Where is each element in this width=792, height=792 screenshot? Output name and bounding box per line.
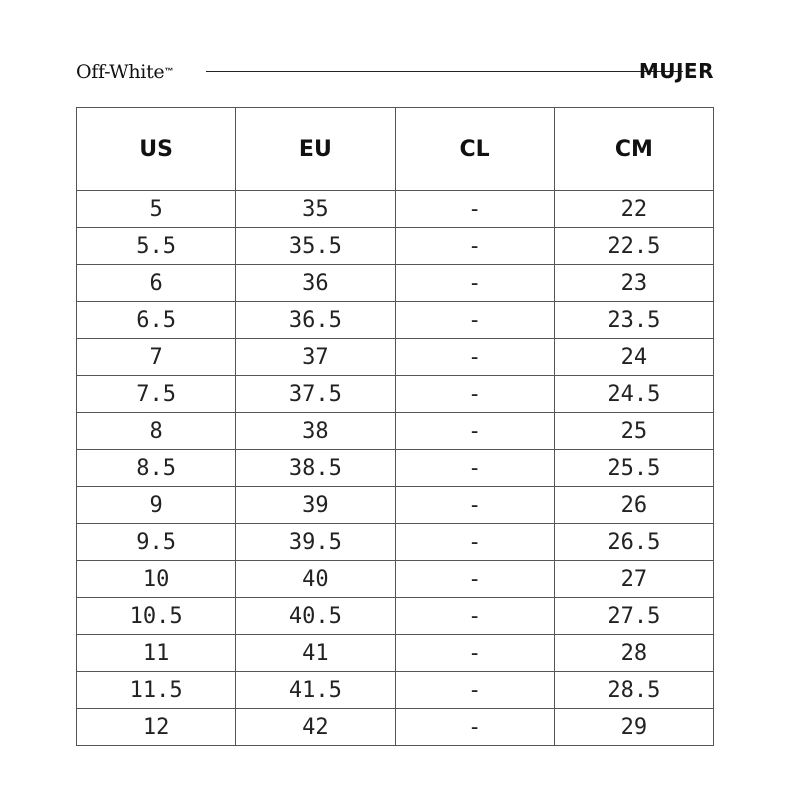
cell-us: 12 <box>77 709 236 746</box>
cell-eu: 37.5 <box>236 376 395 413</box>
cell-cl: - <box>395 561 554 598</box>
cell-eu: 36.5 <box>236 302 395 339</box>
cell-cl: - <box>395 635 554 672</box>
cell-us: 9.5 <box>77 524 236 561</box>
cell-eu: 41 <box>236 635 395 672</box>
cell-eu: 42 <box>236 709 395 746</box>
cell-cm: 22 <box>554 191 713 228</box>
size-chart-table <box>76 107 714 746</box>
cell-eu: 36 <box>236 265 395 302</box>
cell-cl: - <box>395 228 554 265</box>
cell-cl: - <box>395 339 554 376</box>
header <box>76 56 714 88</box>
brand-name: Off-White <box>76 61 165 83</box>
column-header-cm: CM <box>554 108 713 191</box>
table-row <box>77 635 714 672</box>
cell-us: 6.5 <box>77 302 236 339</box>
cell-cm: 23 <box>554 265 713 302</box>
cell-eu: 41.5 <box>236 672 395 709</box>
cell-cm: 29 <box>554 709 713 746</box>
cell-us: 7.5 <box>77 376 236 413</box>
cell-cl: - <box>395 413 554 450</box>
table-row <box>77 228 714 265</box>
table-row <box>77 265 714 302</box>
table-body <box>77 191 714 746</box>
cell-us: 8 <box>77 413 236 450</box>
cell-us: 11 <box>77 635 236 672</box>
trademark-mark: ™ <box>164 66 174 76</box>
cell-us: 7 <box>77 339 236 376</box>
cell-cl: - <box>395 524 554 561</box>
cell-cm: 25.5 <box>554 450 713 487</box>
cell-eu: 39.5 <box>236 524 395 561</box>
cell-cl: - <box>395 376 554 413</box>
table-row <box>77 598 714 635</box>
cell-cm: 27.5 <box>554 598 713 635</box>
cell-cm: 24.5 <box>554 376 713 413</box>
table-row <box>77 450 714 487</box>
column-header-eu: EU <box>236 108 395 191</box>
cell-cm: 27 <box>554 561 713 598</box>
cell-cl: - <box>395 487 554 524</box>
cell-cl: - <box>395 302 554 339</box>
brand-logo <box>76 58 173 86</box>
table-row <box>77 709 714 746</box>
cell-us: 5 <box>77 191 236 228</box>
cell-eu: 37 <box>236 339 395 376</box>
cell-us: 6 <box>77 265 236 302</box>
table-row <box>77 376 714 413</box>
cell-eu: 38 <box>236 413 395 450</box>
table-row <box>77 487 714 524</box>
cell-eu: 35.5 <box>236 228 395 265</box>
header-divider <box>206 71 683 72</box>
cell-eu: 39 <box>236 487 395 524</box>
section-title: MUJER <box>638 59 714 83</box>
cell-us: 9 <box>77 487 236 524</box>
cell-cl: - <box>395 191 554 228</box>
table-header-row <box>77 108 714 191</box>
cell-eu: 38.5 <box>236 450 395 487</box>
cell-us: 8.5 <box>77 450 236 487</box>
table-row <box>77 339 714 376</box>
cell-cl: - <box>395 672 554 709</box>
table-row <box>77 302 714 339</box>
cell-cm: 22.5 <box>554 228 713 265</box>
cell-cl: - <box>395 265 554 302</box>
table-row <box>77 191 714 228</box>
cell-eu: 40.5 <box>236 598 395 635</box>
table-row <box>77 561 714 598</box>
cell-cm: 23.5 <box>554 302 713 339</box>
cell-cl: - <box>395 450 554 487</box>
cell-cm: 28 <box>554 635 713 672</box>
cell-us: 11.5 <box>77 672 236 709</box>
cell-eu: 40 <box>236 561 395 598</box>
cell-cm: 28.5 <box>554 672 713 709</box>
table-row <box>77 672 714 709</box>
cell-cm: 26 <box>554 487 713 524</box>
cell-cm: 24 <box>554 339 713 376</box>
cell-eu: 35 <box>236 191 395 228</box>
cell-us: 5.5 <box>77 228 236 265</box>
table-row <box>77 524 714 561</box>
column-header-cl: CL <box>395 108 554 191</box>
column-header-us: US <box>77 108 236 191</box>
cell-us: 10.5 <box>77 598 236 635</box>
cell-cm: 25 <box>554 413 713 450</box>
cell-cl: - <box>395 598 554 635</box>
cell-us: 10 <box>77 561 236 598</box>
table-row <box>77 413 714 450</box>
cell-cl: - <box>395 709 554 746</box>
cell-cm: 26.5 <box>554 524 713 561</box>
